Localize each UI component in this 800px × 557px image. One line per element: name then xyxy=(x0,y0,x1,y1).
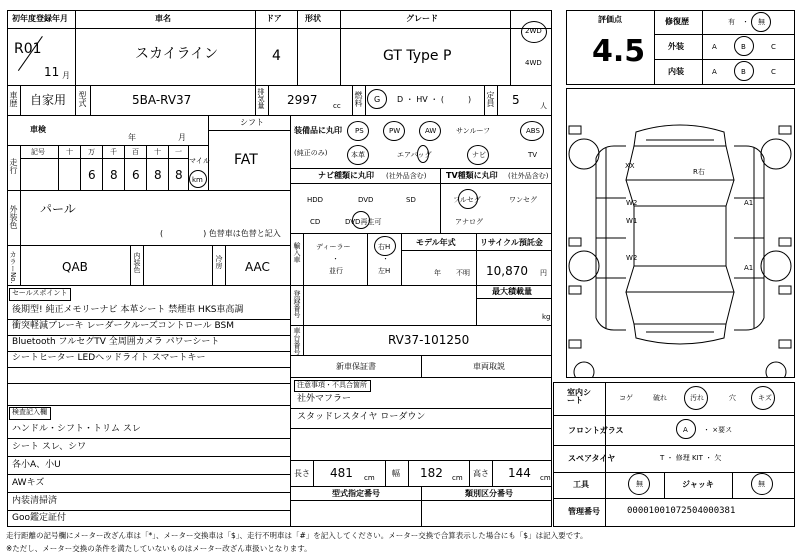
ext-grade-a: A xyxy=(712,43,717,51)
car-name-label: 車名 xyxy=(155,14,171,23)
frame-label: 車台番号 xyxy=(293,327,301,355)
sheet-yogore: 汚れ xyxy=(690,394,704,402)
form-frame xyxy=(7,10,552,527)
navi-dvd-play-circle xyxy=(352,211,370,229)
model-year-unit: 年 xyxy=(434,269,441,277)
spare-value: T ・ 修理 KIT ・ 欠 xyxy=(660,454,722,462)
sales-point-line: 衝突軽減ブレーキ レーダークルーズコントロール BSM xyxy=(12,321,234,331)
height-unit: cm xyxy=(540,474,551,482)
tools-label: 工具 xyxy=(573,480,589,489)
shaken-year-unit: 年 xyxy=(128,133,136,142)
color-change-note: ( ) 色替車は色替と記入 xyxy=(160,229,281,238)
windshield-label: フロントガラス xyxy=(568,426,624,435)
mileage-col-4: 百 xyxy=(132,148,139,156)
interior-color-label: 内装色 xyxy=(133,252,141,273)
equip-navi: ナビ xyxy=(472,151,486,159)
class-number-label: 類別区分番号 xyxy=(465,489,513,498)
door-label: ドア xyxy=(266,14,282,23)
mileage-digit: 8 xyxy=(110,168,118,182)
mileage-col-1: 十 xyxy=(66,148,73,156)
import-right-circle xyxy=(374,236,396,256)
mileage-digit: 8 xyxy=(175,168,183,182)
navi-type-sub: (社外品含む) xyxy=(386,172,427,180)
notes-tab xyxy=(294,380,371,392)
inspector-line: 内装清掃済 xyxy=(12,496,58,506)
windshield-circle xyxy=(676,419,696,439)
color-no-value: QAB xyxy=(62,260,88,274)
mileage-digit: 6 xyxy=(132,168,140,182)
equip-leather-circle xyxy=(347,145,369,165)
int-grade-a: A xyxy=(712,68,717,76)
capacity-label: 定員 xyxy=(486,91,495,107)
width-value: 182 xyxy=(420,466,443,480)
equip-aw: AW xyxy=(425,127,437,135)
import-right: 右H xyxy=(378,243,391,251)
inspector-line: Goo鑑定証付 xyxy=(12,513,66,523)
drive-2wd: 2WD xyxy=(525,27,542,35)
tv-oneseg: ワンセグ xyxy=(509,196,537,204)
width-label: 幅 xyxy=(392,469,400,478)
sales-point-line: 後期型! 純正メモリーナビ 本革シート 禁煙車 HKS車高調 xyxy=(12,305,244,315)
tv-fullseg-circle xyxy=(458,189,478,209)
mileage-unit: km xyxy=(192,176,203,184)
repair-yes: 有 xyxy=(728,18,735,26)
repair-no-circle xyxy=(751,12,771,32)
equip-tv: TV xyxy=(528,151,538,159)
repair-dot: ・ xyxy=(742,18,749,26)
recycle-unit: 円 xyxy=(540,269,547,277)
max-load-label: 最大積載量 xyxy=(492,287,532,296)
repair-no: 無 xyxy=(758,18,765,26)
equip-navi-circle xyxy=(467,145,489,165)
ac-label: 冷房 xyxy=(215,255,223,269)
shift-value: FAT xyxy=(234,152,258,168)
usage-label: 車歴 xyxy=(9,91,18,107)
sales-points-label: セールスポイント xyxy=(12,289,68,297)
ac-value: AAC xyxy=(245,260,270,274)
equipment-label: 装備品に丸印 xyxy=(294,126,342,135)
recycle-value: 10,870 xyxy=(486,264,528,278)
displacement-unit: cc xyxy=(333,102,341,110)
reg-year: R01 xyxy=(14,41,42,57)
ext-grade-b: B xyxy=(741,43,746,51)
fuel-label: 燃料 xyxy=(354,91,363,107)
navi-sd: SD xyxy=(406,196,416,204)
jack-value: 無 xyxy=(758,480,765,488)
mileage-kigo: 記号 xyxy=(31,148,45,156)
length-label: 長さ xyxy=(294,469,310,478)
notes-label: 注意事項・不具合箇所 xyxy=(297,381,367,389)
equip-leather: 本革 xyxy=(351,151,365,159)
frame-value: RV37-101250 xyxy=(388,333,470,347)
int-label: 内装 xyxy=(668,67,684,76)
equip-ps-circle xyxy=(347,121,369,141)
inspector-line: 各小A、小U xyxy=(12,460,61,470)
sheet-yogore-circle xyxy=(684,386,708,410)
equip-sunroof: サンルーフ xyxy=(456,127,491,135)
width-unit: cm xyxy=(452,474,463,482)
model-year-label: モデル年式 xyxy=(416,238,456,247)
displacement-value: 2997 xyxy=(287,93,318,107)
footer-note-2: ※ただし、メーター交換の条件を満たしていないものはメーター改ざん車扱いとなります。 xyxy=(6,544,312,553)
inspector-label: 検査記入欄 xyxy=(12,408,47,416)
length-unit: cm xyxy=(364,474,375,482)
equip-airbag-circle xyxy=(417,145,429,163)
reg-month-unit: 月 xyxy=(62,71,70,80)
door-count: 4 xyxy=(272,48,281,64)
shift-label: シフト xyxy=(240,118,264,127)
ext-grade-c: C xyxy=(771,43,776,51)
navi-type-label: ナビ種類に丸印 xyxy=(318,171,374,180)
tv-fullseg: フルセグ xyxy=(453,196,481,204)
diagram-label-r: R右 xyxy=(693,168,705,176)
score-label: 評価点 xyxy=(598,15,622,24)
windshield-rest: ・ ×要ス xyxy=(703,426,733,434)
equip-pw: PW xyxy=(389,127,401,135)
car-name: スカイライン xyxy=(135,46,219,62)
equip-airbag: エアバッグ xyxy=(397,151,432,159)
tv-analog: アナログ xyxy=(455,218,483,226)
score-value: 4.5 xyxy=(592,34,646,69)
spare-label: スペアタイヤ xyxy=(568,454,616,463)
first-reg-label: 初年度登録年月 xyxy=(12,14,68,23)
import-parallel: 並行 xyxy=(329,267,343,275)
fuel-g: G xyxy=(374,95,381,104)
height-label: 高さ xyxy=(473,469,489,478)
control-number-value: 00001001072504000381 xyxy=(627,506,736,516)
registration-label: 登録番号 xyxy=(293,290,301,318)
mileage-col-5: 十 xyxy=(154,148,161,156)
int-grade-circle xyxy=(734,61,754,81)
diagram-label-a1b: A1 xyxy=(744,264,754,272)
ext-grade-circle xyxy=(734,36,754,56)
car-diagram xyxy=(566,88,795,378)
sales-point-line: Bluetooth フルセグTV 全周囲カメラ パワーシート xyxy=(12,337,220,347)
diagram-label-xx: XX xyxy=(625,162,635,170)
navi-cd: CD xyxy=(310,218,321,226)
diagram-label-a1: A1 xyxy=(744,199,754,207)
import-dealer: ディーラー xyxy=(316,243,351,251)
grade-label: グレード xyxy=(406,14,438,23)
footer-note-1: 走行距離の記号欄にメーター改ざん車は「*」、メーター交換車は「$」、走行不明車は「#」を記入してください。メーター交換で合算表示した場合にも「$」は記入要です。 xyxy=(6,531,588,540)
drive-4wd: 4WD xyxy=(525,59,542,67)
equip-aw-circle xyxy=(419,121,441,141)
mileage-col-6: 一 xyxy=(175,148,182,156)
sheet-kizu: キズ xyxy=(758,394,772,402)
mileage-mile: マイル xyxy=(189,157,210,165)
color-no-label: カラーNo. xyxy=(9,251,17,284)
control-number-label: 管理番号 xyxy=(568,507,600,516)
max-load-unit: kg xyxy=(542,313,551,321)
reg-month: 11 xyxy=(44,65,60,79)
model-label: 型式 xyxy=(78,91,87,107)
inspector-line: ハンドル・シフト・トリム スレ xyxy=(12,424,141,434)
note-line: スタッドレスタイヤ ローダウン xyxy=(297,412,426,422)
sheet-yabure: 破れ xyxy=(653,394,667,402)
capacity-unit: 人 xyxy=(540,102,547,110)
mileage-col-2: 万 xyxy=(88,148,95,156)
equip-abs: ABS xyxy=(526,127,540,135)
mileage-label: 走行 xyxy=(9,158,18,174)
import-dot-2: ・ xyxy=(382,255,389,263)
shaken-month-unit: 月 xyxy=(178,133,186,142)
warranty-label: 新車保証書 xyxy=(336,362,376,371)
capacity-value: 5 xyxy=(512,93,520,107)
tools-circle xyxy=(628,473,650,495)
ext-label: 外装 xyxy=(668,42,684,51)
int-grade-b: B xyxy=(741,68,746,76)
fuel-options: D ・ HV ・ ( ) xyxy=(397,95,472,104)
sheet-kizu-circle xyxy=(751,386,775,410)
diagram-label-w2b: W2 xyxy=(626,254,638,262)
shape-label: 形状 xyxy=(305,14,321,23)
equipment-sublabel: (純正のみ) xyxy=(294,149,328,157)
exterior-label: 外装色 xyxy=(9,205,18,229)
mileage-digit: 6 xyxy=(88,168,96,182)
import-label: 輸入車 xyxy=(293,242,301,263)
navi-dvd: DVD xyxy=(358,196,374,204)
inspector-line: AWキズ xyxy=(12,478,45,488)
equip-pw-circle xyxy=(383,121,405,141)
diagram-label-w1: W1 xyxy=(626,217,638,225)
navi-hdd: HDD xyxy=(307,196,324,204)
equip-abs-circle xyxy=(520,121,544,141)
model-year-unknown: 不明 xyxy=(456,269,470,277)
grade-value: GT Type P xyxy=(383,48,452,64)
length-value: 481 xyxy=(330,466,353,480)
inspector-line: シート スレ、シワ xyxy=(12,442,87,452)
windshield-a: A xyxy=(683,426,688,434)
navi-dvd-play: DVD再生可 xyxy=(345,218,382,226)
tools-value: 無 xyxy=(636,480,643,488)
shaken-label: 車検 xyxy=(30,125,46,134)
diagram-label-w2: W2 xyxy=(626,199,638,207)
jack-circle xyxy=(751,473,773,495)
jack-label: ジャッキ xyxy=(682,480,714,489)
import-dot-1: ・ xyxy=(332,255,339,263)
usage-value: 自家用 xyxy=(30,93,67,107)
model-value: 5BA-RV37 xyxy=(132,93,192,107)
tv-type-label: TV種類に丸印 xyxy=(446,171,498,180)
type-number-label: 型式指定番号 xyxy=(332,489,380,498)
mileage-col-3: 千 xyxy=(110,148,117,156)
sheet-ana: 穴 xyxy=(729,394,736,402)
equip-ps: PS xyxy=(355,127,364,135)
interior-sheet-label: 室内シート xyxy=(567,388,591,405)
repair-label: 修復歴 xyxy=(665,17,689,26)
manual-label: 車両取説 xyxy=(473,362,505,371)
displacement-label: 排気量 xyxy=(257,88,265,109)
sales-point-line: シートヒーター LEDヘッドライト スマートキー xyxy=(12,353,206,363)
tv-type-sub: (社外品含む) xyxy=(508,172,549,180)
recycle-label: リサイクル預託金 xyxy=(480,238,543,247)
note-line: 社外マフラー xyxy=(297,394,352,404)
import-left: 左H xyxy=(378,267,391,275)
sheet-koge: コゲ xyxy=(619,394,633,402)
mileage-digit: 8 xyxy=(154,168,162,182)
int-grade-c: C xyxy=(771,68,776,76)
exterior-value: パール xyxy=(40,202,76,216)
height-value: 144 xyxy=(508,466,531,480)
